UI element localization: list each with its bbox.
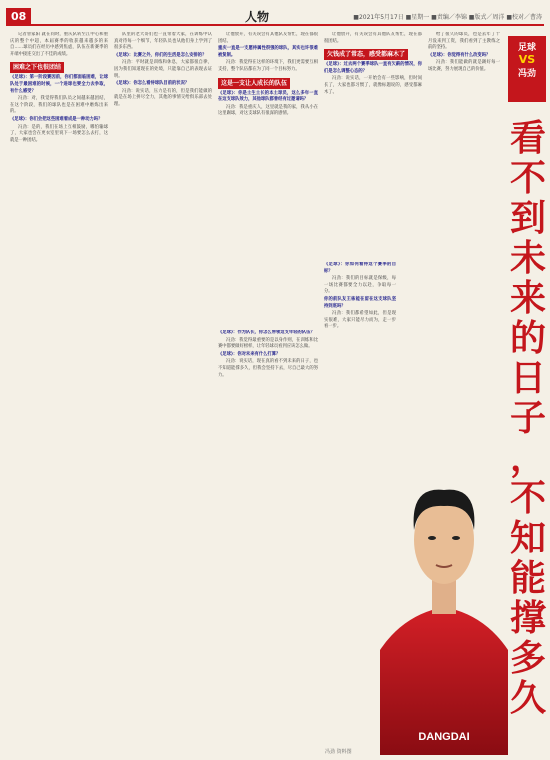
- paragraph: 给了很久的球员，也是去年了十月没来到工资，我们看到了主教练之前的坚持。: [428, 32, 500, 51]
- headline-char: 不: [509, 157, 546, 199]
- headline-char: 不: [509, 477, 546, 519]
- column-4: [324, 32, 422, 262]
- logo-bottom: 冯劲: [517, 69, 536, 79]
- paragraph: 让他放开，有关误会有其他队友帮忙，现在都很团结。: [324, 32, 422, 44]
- answer: 冯劲：我是重庆人，这里就是我的家，我从小在这里踢球，对这支球队有很深的感情。: [218, 104, 318, 117]
- question: 《足球》：你觉得有什么改变吗？: [428, 52, 491, 58]
- column-3: [218, 32, 318, 322]
- answer: 冯劲：说实话，现在真的看不到未来的日子，也不知道能撑多久，但我会坚持下去，尽自己最大的努力。: [218, 359, 318, 378]
- question: 你的前队友王栋能在留在这支球队坚持到底吗？: [324, 296, 396, 309]
- shirt-sponsor: DANGDAI: [418, 731, 470, 743]
- column-logo: [508, 36, 546, 102]
- page-number: 08: [6, 8, 31, 25]
- paragraph: 让他放开，有关误会有其他队友帮忙，现在都很团结。: [218, 32, 318, 44]
- question: 《足球》：比赛之外，你们的生活是怎么安排的？: [114, 52, 207, 58]
- headline-char: 多: [509, 637, 546, 679]
- answer: 冯劲：说实话，压力是有的，但是我们能做的就是在场上拼尽全力，其他的事情交给俱乐部去处理。: [114, 88, 212, 107]
- headline-char: 未: [509, 237, 546, 279]
- player-eye: [452, 536, 460, 540]
- column-1: [10, 32, 108, 752]
- headline: [508, 118, 548, 718]
- lead-paragraph: 记者曾家阳 就在同时，重庆队转至江中心和重庆的整个中超，本届赛季的收获越来越多的来自……球员们在经历中感到焦虑，队伍在新赛季的开端中接连交出了不佳的成绩。: [10, 32, 108, 57]
- headline-char: 日: [509, 357, 546, 399]
- column-3-lower: [218, 330, 318, 750]
- question: 《足球》：你们会把这些困难看成是一种动力吗？: [10, 116, 103, 122]
- answer: 冯劲：我们能做的就是踢好每一场比赛，努力展现自己的价值。: [428, 60, 500, 72]
- player-eye: [428, 536, 436, 540]
- answer: 冯劲：我觉得最重要的是以身作则，在训练和比赛中都要做好榜样，让年轻球员看到应该怎么做。: [218, 337, 318, 350]
- subhead: 困难之下也很团结: [10, 62, 64, 73]
- headline-char: 能: [509, 557, 546, 599]
- subhead: 这是一支让人成长的队伍: [218, 78, 290, 89]
- question: 《足球》：过去两个赛季球队一直有欠薪的情况，你们是怎么调整心态的？: [324, 62, 422, 74]
- question: 重庆一直是一支愿待属性很强的球队，其实也许很难被复制。: [218, 46, 318, 58]
- answer: 冯劲：我们都希望如此，但是现实很难，大家只能尽力而为，走一步看一步。: [324, 311, 396, 330]
- headline-char: 来: [509, 277, 546, 319]
- headline-char: 看: [509, 117, 546, 159]
- logo-top: 足球: [517, 43, 536, 53]
- answer: 冯劲：平时就是训练和休息，大家都很自律，因为我们知道现在的处境，只能靠自己的表现去证明。: [114, 60, 212, 79]
- headline-char: 到: [509, 197, 546, 239]
- headline-char: 子: [509, 397, 546, 439]
- column-2: [114, 32, 212, 752]
- page-header: [0, 0, 550, 30]
- headline-char: 久: [509, 677, 546, 719]
- answer: 冯劲：对，我觉得我们队员之间越来越团结，在这个阶段，我们的球队也是在困难中磨炼出来的。: [10, 96, 108, 115]
- player-photo: [380, 420, 508, 755]
- headline-char: 知: [509, 517, 546, 559]
- header-rule: [6, 24, 544, 26]
- question: 《足球》：你对未来有什么打算？: [218, 351, 281, 357]
- subhead: 欠钱成了常态，感受都麻木了: [324, 49, 408, 60]
- question: 《足球》：第一阶段赛因前，你们都面临困难，让球队处于最困难的时候，一个进球也要全力去争取，有什么感受？: [10, 75, 108, 94]
- section-title: 人物: [245, 10, 270, 24]
- question: 《足球》：作为队长，你怎么带领这支年轻的队伍？: [218, 330, 315, 335]
- answer: 冯劲：说实话，一开始会有一些影响，但时间长了，大家也都习惯了，就像标题说的，感受都麻木了。: [324, 76, 422, 95]
- question: 《足球》：你怎么看待球队目前的状况？: [114, 81, 190, 87]
- question: 《足球》：你是土生土长的本土球员，这么多年一直在这支球队效力，其他球队都曾经有过邀请吗？: [218, 90, 318, 103]
- logo-vs: VS: [518, 53, 536, 66]
- answer: 冯劲：我们的目标就是保级，每一场比赛都要全力以赴，争取每一分。: [324, 276, 396, 295]
- question: 《足球》：你如何看待这个赛季的目标？: [324, 262, 396, 274]
- dateline: ■2021年5月17日 ■星期一 ■责编／李锦 ■版式／周洋 ■校对／曹涛: [353, 14, 542, 21]
- photo-caption: 冯劲 资料图: [325, 749, 352, 755]
- headline-char: 的: [509, 317, 546, 359]
- column-5: [428, 32, 500, 292]
- answer: 队里的老大哥们也一直带着大家，在训练中认真对待每一个细节，年轻队员也从他们身上学到了很多东西。: [114, 32, 212, 51]
- answer: 冯劲：是的，我们在场上互相鼓励，哪怕输球了，大家也会在更衣室里说下一场要怎么去打，这就是一种团结。: [10, 124, 108, 143]
- answer: 冯劲：我觉得在这样的环境下，我们更需要互相支持，整个队伍都在为了同一个目标努力。: [218, 60, 318, 72]
- headline-char: ，: [509, 437, 546, 479]
- player-neck: [432, 580, 456, 614]
- headline-char: 撑: [509, 597, 546, 639]
